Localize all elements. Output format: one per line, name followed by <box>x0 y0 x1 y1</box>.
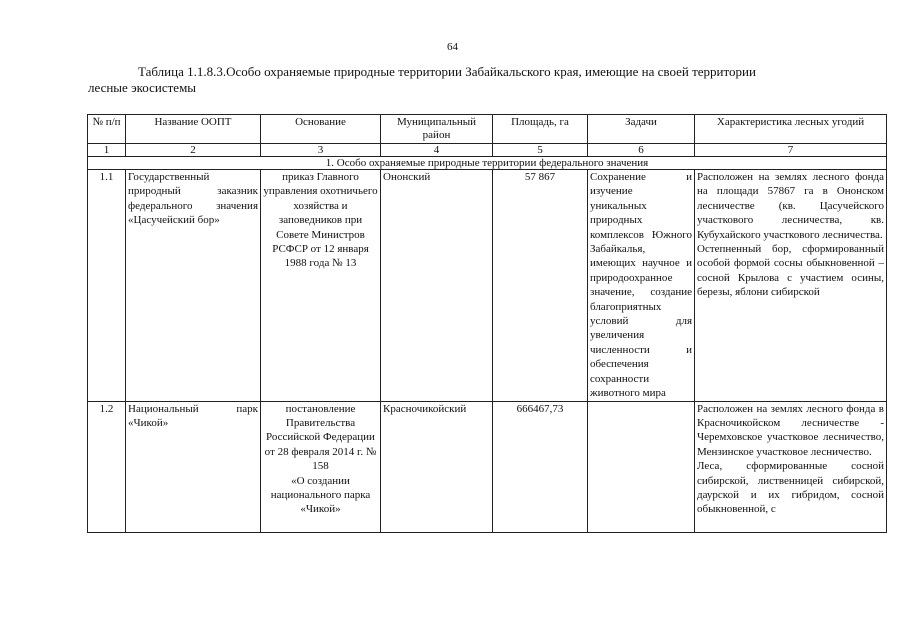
row-tasks: Сохранение и изучение уникальных природных комплексов Южного Забайкалья, имеющих научное и природоохранное значение, создание благоприятных условий для увеличения численности и обеспечения сохранности животного мира <box>588 170 695 402</box>
header-district: Муниципальный район <box>381 115 493 144</box>
header-basis: Основание <box>261 115 381 144</box>
header-no: № п/п <box>88 115 126 144</box>
header-forest: Характеристика лесных угодий <box>695 115 887 144</box>
row-basis <box>261 401 381 532</box>
page-number: 64 <box>447 41 458 53</box>
header-row <box>88 115 887 144</box>
header-name: Название ООПТ <box>126 115 261 144</box>
caption-line-1: Таблица 1.1.8.3.Особо охраняемые природные территории Забайкальского края, имеющие на своей территории <box>138 64 756 79</box>
row-name: Государственный природный заказник федерального значения «Цасучейский бор» <box>126 170 261 402</box>
forest-paragraph: Расположен на землях лесного фонда в Красночикойском лесничестве - Черемховское участковое лесничество, Мензинское участковое лесничество. <box>697 402 884 458</box>
row-area: 666467,73 <box>493 401 588 532</box>
row-district: Красночикойский <box>381 401 493 532</box>
row-basis: приказ Главного управления охотничьего хозяйства и заповедников при Совете Министров РСФСР от 12 января 1988 года № 13 <box>261 170 381 402</box>
section-title: 1. Особо охраняемые природные территории федерального значения <box>88 157 887 170</box>
protected-areas-table <box>87 114 887 533</box>
table-row <box>88 170 887 402</box>
forest-paragraph: Леса, сформированные сосной сибирской, лиственницей сибирской, даурской и их гибридом, сосной обыкновенной, с <box>697 460 884 516</box>
basis-paragraph: постановление Правительства Российской Федерации от 28 февраля 2014 г. № 158 <box>264 402 377 473</box>
row-tasks <box>588 401 695 532</box>
row-name: Национальный парк «Чикой» <box>126 401 261 532</box>
column-number: 5 <box>493 144 588 157</box>
table-row <box>88 401 887 532</box>
basis-paragraph: «О создании национального парка «Чикой» <box>270 474 371 516</box>
row-number: 1.2 <box>88 401 126 532</box>
row-area: 57 867 <box>493 170 588 402</box>
column-number-row <box>88 144 887 157</box>
row-forest <box>695 401 887 532</box>
row-number: 1.1 <box>88 170 126 402</box>
row-district: Ононский <box>381 170 493 402</box>
column-number: 3 <box>261 144 381 157</box>
caption-line-2: лесные экосистемы <box>88 80 197 95</box>
column-number: 1 <box>88 144 126 157</box>
table-caption <box>88 64 878 96</box>
header-tasks: Задачи <box>588 115 695 144</box>
section-row <box>88 157 887 170</box>
forest-paragraph: Расположен на землях лесного фонда на площади 57867 га в Ононском лесничестве (кв. Цасучейского участкового лесничества, кв. Кубухайского участкового лесничества. <box>697 171 884 241</box>
column-number: 6 <box>588 144 695 157</box>
forest-paragraph: Остепненный бор, сформированный особой формой сосны обыкновенной – сосной Крылова с участием осины, березы, яблони сибирской <box>697 243 884 299</box>
column-number: 4 <box>381 144 493 157</box>
column-number: 7 <box>695 144 887 157</box>
header-area: Площадь, га <box>493 115 588 144</box>
row-forest <box>695 170 887 402</box>
column-number: 2 <box>126 144 261 157</box>
